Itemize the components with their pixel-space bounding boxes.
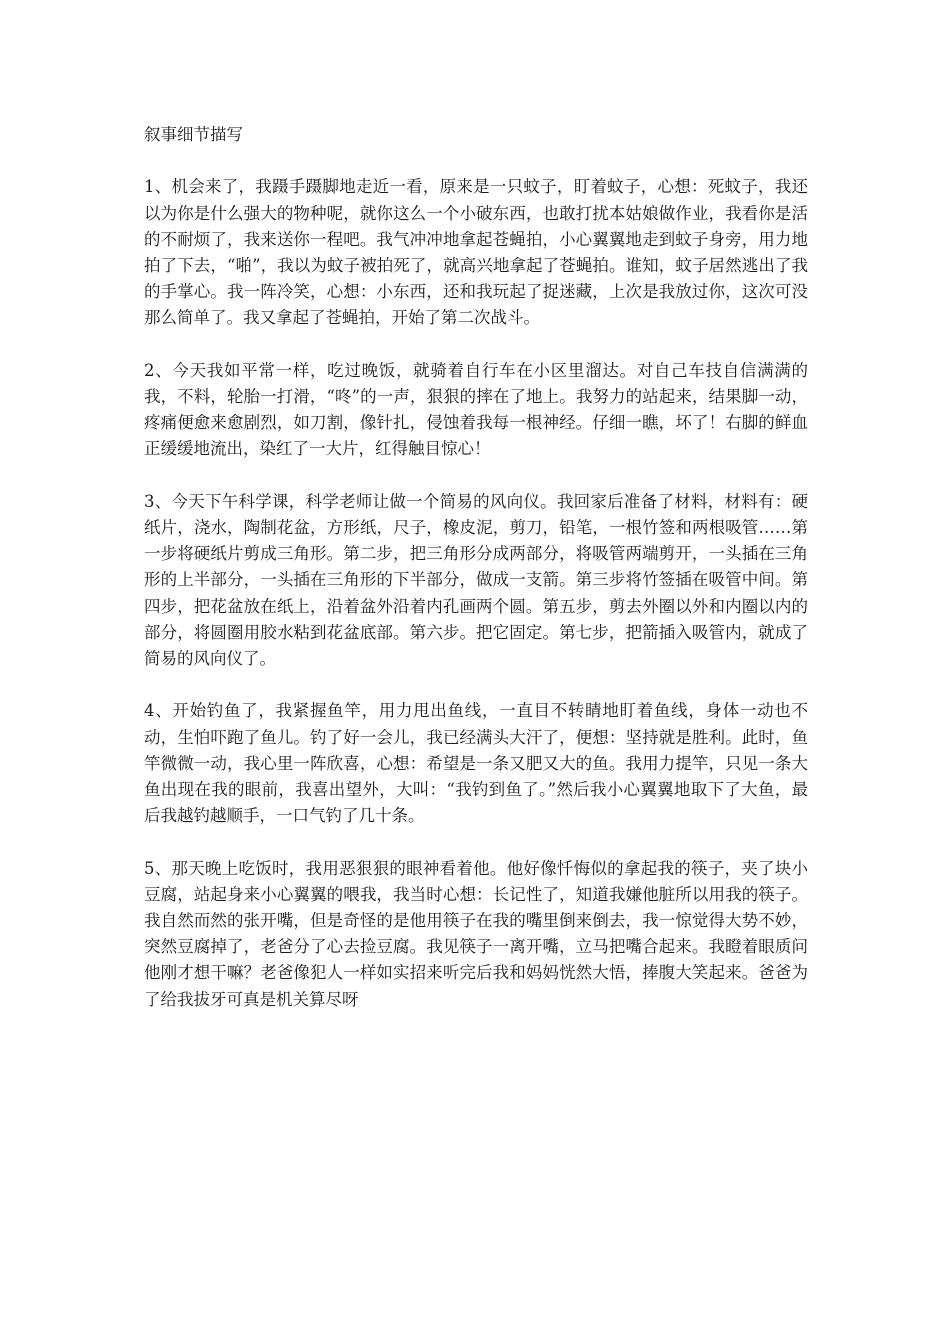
paragraph-2: 2、今天我如平常一样，吃过晚饭，就骑着自行车在小区里溜达。对自己车技自信满满的我，不料，轮胎一打滑，“咚”的一声，狠狠的摔在了地上。我努力的站起来，结果脚一动，疼痛便愈来愈剧烈，如刀割，像针扎，侵蚀着我每一根神经。仔细一瞧，坏了！右脚的鲜血正缓缓地流出，染红了一大片，红得触目惊心！ — [144, 360, 808, 459]
paragraph-5: 5、那天晚上吃饭时，我用恶狠狠的眼神看着他。他好像忏悔似的拿起我的筷子，夹了块小豆腐，站起身来小心翼翼的喂我，我当时心想：长记性了，知道我嫌他脏所以用我的筷子。我自然而然的张开嘴，但是奇怪的是他用筷子在我的嘴里倒来倒去，我一惊觉得大势不妙，突然豆腐掉了，老爸分了心去捡豆腐。我见筷子一离开嘴，立马把嘴合起来。我瞪着眼质问他刚才想干嘛？老爸像犯人一样如实招来听完后我和妈妈恍然大悟，捧腹大笑起来。爸爸为了给我拔牙可真是机关算尽呀 — [144, 858, 808, 1009]
paragraph-3: 3、今天下午科学课，科学老师让做一个简易的风向仪。我回家后准备了材料，材料有：硬纸片，浇水，陶制花盆，方形纸，尺子，橡皮泥，剪刀，铅笔，一根竹签和两根吸管……第一步将硬纸片剪成三角形。第二步，把三角形分成两部分，将吸管两端剪开，一头插在三角形的上半部分，一头插在三角形的下半部分，做成一支箭。第三步将竹签插在吸管中间。第四步，把花盆放在纸上，沿着盆外沿着内孔画两个圆。第五步，剪去外圈以外和内圈以内的部分，将圆圈用胶水粘到花盆底部。第六步。把它固定。第七步，把箭插入吸管内，就成了简易的风向仪了。 — [144, 491, 808, 669]
paragraph-1: 1、机会来了，我蹑手蹑脚地走近一看，原来是一只蚊子，盯着蚊子，心想：死蚊子，我还以为你是什么强大的物种呢，就你这么一个小破东西，也敢打扰本姑娘做作业，我看你是活的不耐烦了，我来送你一程吧。我气冲冲地拿起苍蝇拍，小心翼翼地走到蚊子身旁，用力地拍了下去，“啪”，我以为蚊子被拍死了，就高兴地拿起了苍蝇拍。谁知，蚊子居然逃出了我的手掌心。我一阵冷笑，心想：小东西，还和我玩起了捉迷藏，上次是我放过你，这次可没那么简单了。我又拿起了苍蝇拍，开始了第二次战斗。 — [144, 177, 808, 328]
document-title: 叙事细节描写 — [144, 125, 243, 144]
document-page — [144, 122, 808, 1039]
paragraph-4: 4、开始钓鱼了，我紧握鱼竿，用力甩出鱼线，一直目不转睛地盯着鱼线，身体一动也不动，生怕吓跑了鱼儿。钓了好一会儿，我已经满头大汗了，便想：坚持就是胜利。此时，鱼竿微微一动，我心里一阵欣喜，心想：希望是一条又肥又大的鱼。我用力提竿，只见一条大鱼出现在我的眼前，我喜出望外，大叫：“我钓到鱼了。”然后我小心翼翼地取下了大鱼，最后我越钓越顺手，一口气钓了几十条。 — [144, 701, 808, 826]
